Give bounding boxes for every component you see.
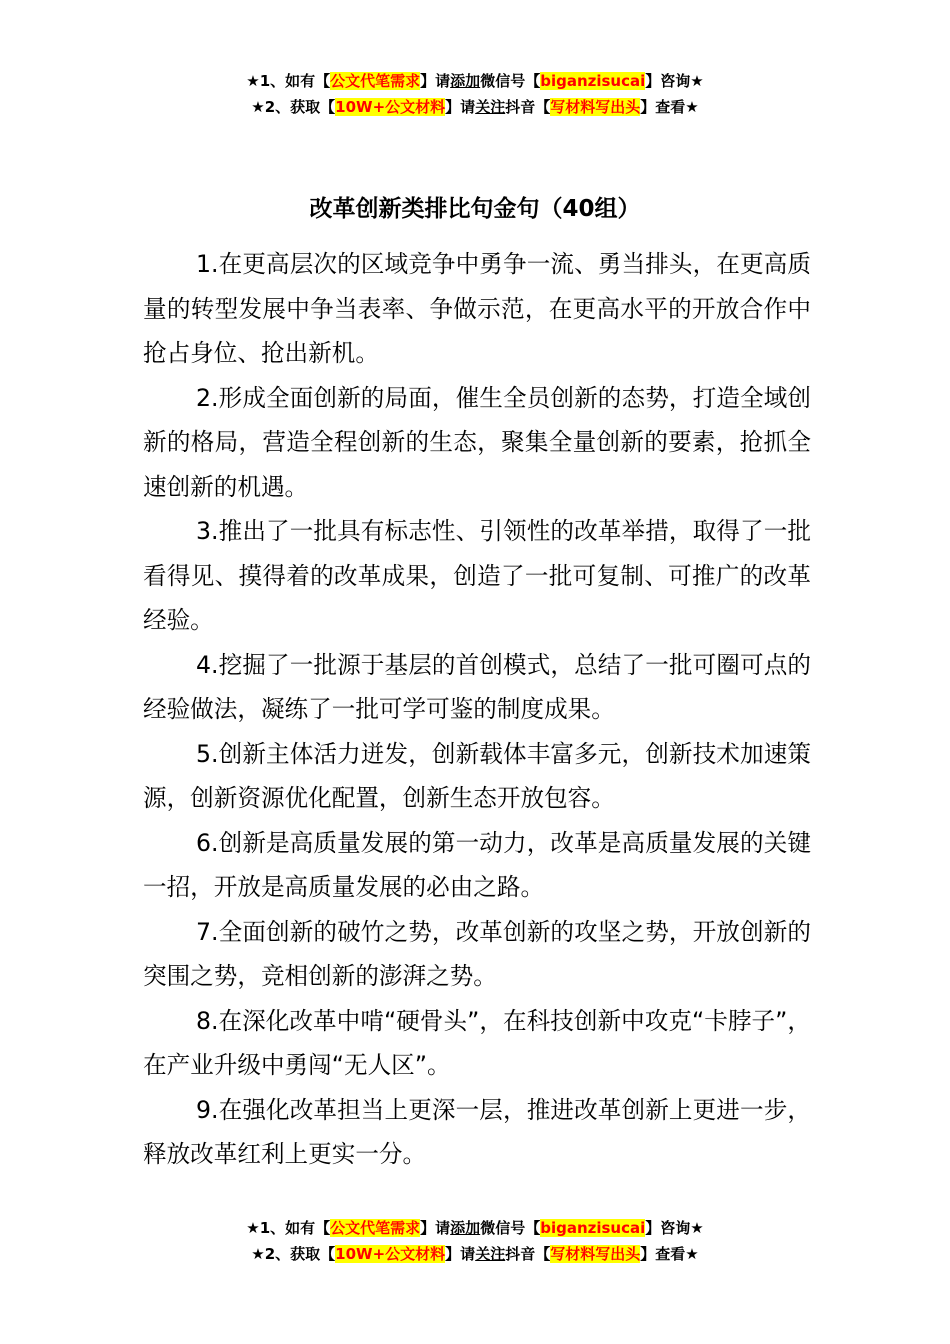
star-icon: ★ <box>685 98 699 116</box>
promo-text: 】请 <box>445 98 476 116</box>
footer-promo-banner <box>0 1215 950 1267</box>
promo-line-1 <box>0 1215 950 1241</box>
star-icon: ★ <box>690 1219 704 1237</box>
star-icon: ★ <box>251 1245 265 1263</box>
star-icon: ★ <box>246 72 260 90</box>
promo-emphasis: 关注 <box>475 98 506 116</box>
paragraph-7: 7.全面创新的破竹之势，改革创新的攻坚之势，开放创新的突围之势，竞相创新的澎湃之势。 <box>143 917 811 990</box>
star-icon: ★ <box>685 1245 699 1263</box>
promo-emphasis: 添加 <box>450 72 481 90</box>
promo-text: 2、获取【 <box>264 98 336 116</box>
wechat-id: biganzisucai <box>540 72 646 90</box>
promo-highlight: 10W+公文材料 <box>335 98 446 116</box>
promo-text: 】请 <box>445 1245 476 1263</box>
star-icon: ★ <box>690 72 704 90</box>
promo-highlight: 公文代笔需求 <box>330 72 421 90</box>
promo-text: 】咨询 <box>645 72 691 90</box>
promo-emphasis: 关注 <box>475 1245 506 1263</box>
promo-text: 2、获取【 <box>264 1245 336 1263</box>
promo-text: 1、如有【 <box>259 72 331 90</box>
promo-text: 抖音【 <box>505 98 551 116</box>
wechat-id: biganzisucai <box>540 1219 646 1237</box>
promo-highlight: 公文代笔需求 <box>330 1219 421 1237</box>
paragraph-3: 3.推出了一批具有标志性、引领性的改革举措，取得了一批看得见、摸得着的改革成果，创造了一批可复制、可推广的改革经验。 <box>143 517 811 634</box>
promo-text: 微信号【 <box>480 72 541 90</box>
promo-text: 】请 <box>420 72 451 90</box>
document-body <box>143 242 811 1177</box>
promo-text: 1、如有【 <box>259 1219 331 1237</box>
paragraph-1: 1.在更高层次的区域竞争中勇争一流、勇当排头，在更高质量的转型发展中争当表率、争做示范，在更高水平的开放合作中抢占身位、抢出新机。 <box>143 250 811 367</box>
promo-line-2 <box>0 1241 950 1267</box>
document-title: 改革创新类排比句金句（40组） <box>309 196 641 222</box>
header-promo-banner <box>0 68 950 120</box>
douyin-account: 写材料写出头 <box>550 1245 641 1263</box>
paragraph-9: 9.在强化改革担当上更深一层，推进改革创新上更进一步，释放改革红利上更实一分。 <box>143 1095 811 1168</box>
paragraph-6: 6.创新是高质量发展的第一动力，改革是高质量发展的关键一招，开放是高质量发展的必由之路。 <box>143 828 811 901</box>
paragraph-4: 4.挖掘了一批源于基层的首创模式，总结了一批可圈可点的经验做法，凝练了一批可学可鉴的制度成果。 <box>143 650 811 723</box>
promo-highlight: 10W+公文材料 <box>335 1245 446 1263</box>
promo-text: 】查看 <box>640 1245 686 1263</box>
paragraph-2: 2.形成全面创新的局面，催生全员创新的态势，打造全域创新的格局，营造全程创新的生态，聚集全量创新的要素，抢抓全速创新的机遇。 <box>143 383 811 501</box>
douyin-account: 写材料写出头 <box>550 98 641 116</box>
promo-text: 】请 <box>420 1219 451 1237</box>
promo-text: 抖音【 <box>505 1245 551 1263</box>
promo-text: 】查看 <box>640 98 686 116</box>
promo-line-1 <box>0 68 950 94</box>
star-icon: ★ <box>246 1219 260 1237</box>
promo-text: 微信号【 <box>480 1219 541 1237</box>
promo-emphasis: 添加 <box>450 1219 481 1237</box>
paragraph-8: 8.在深化改革中啃“硬骨头”，在科技创新中攻克“卡脖子”，在产业升级中勇闯“无人区”。 <box>143 1006 811 1079</box>
promo-line-2 <box>0 94 950 120</box>
star-icon: ★ <box>251 98 265 116</box>
promo-text: 】咨询 <box>645 1219 691 1237</box>
paragraph-5: 5.创新主体活力迸发，创新载体丰富多元，创新技术加速策源，创新资源优化配置，创新生态开放包容。 <box>143 739 811 812</box>
